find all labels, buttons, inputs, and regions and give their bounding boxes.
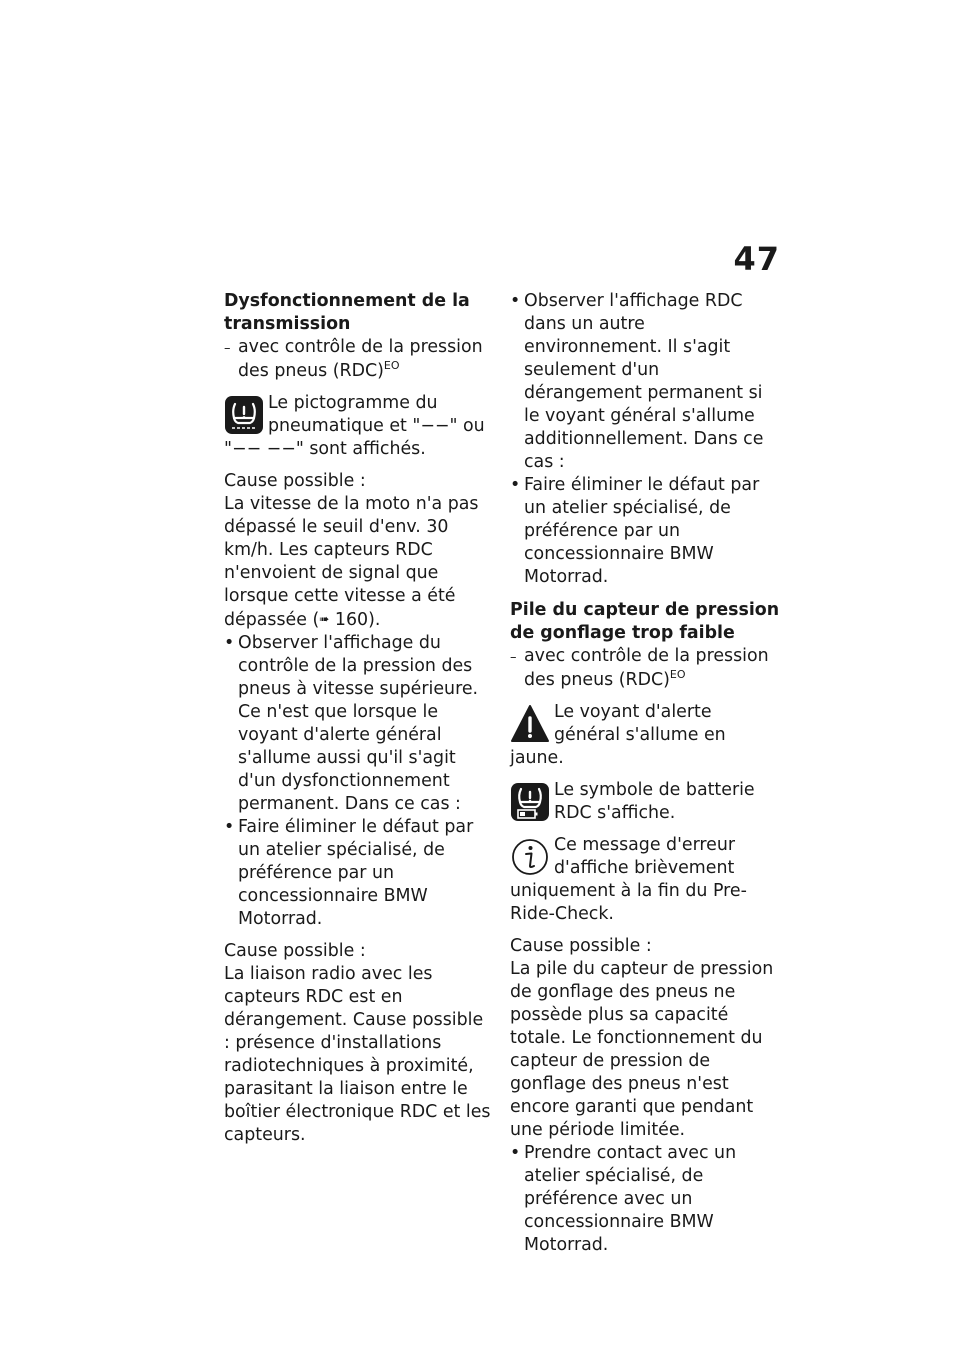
list-item: • Prendre contact avec un atelier spécialisé, de préférence avec un concessionnaire BMW Motorrad. — [510, 1142, 782, 1257]
section-heading: Dysfonctionnement de la transmission — [224, 291, 470, 334]
cause-label: Cause possible : — [510, 936, 652, 956]
battery-icon-block — [510, 779, 782, 825]
tire-icon-block — [224, 392, 492, 461]
section-heading: Pile du capteur de pression de gonflage trop faible — [510, 600, 780, 643]
info-icon — [510, 837, 550, 877]
warning-triangle-icon — [510, 704, 550, 744]
cause-text: La liaison radio avec les capteurs RDC est en dérangement. Cause possible : présence d'installations radiotechniques à proximité, parasitant la liaison entre le boîtier électronique RDC et les capteurs. — [224, 964, 491, 1145]
battery-icon-text: Le symbole de batterie RDC s'affiche. — [554, 780, 755, 823]
rdc-battery-icon — [510, 782, 550, 822]
list-item: • Faire éliminer le défaut par un atelier spécialisé, de préférence par un concessionnaire BMW Motorrad. — [510, 474, 782, 589]
tire-icon-text: Le pictogramme du pneumatique et "−−" ou "−− −−" sont affichés. — [224, 393, 485, 459]
page-ref-arrow-icon: ➠ — [319, 612, 330, 626]
info-icon-text: Ce message d'erreur d'affiche brièvement uniquement à la fin du Pre-Ride-Check. — [510, 835, 747, 924]
tire-pressure-icon — [224, 395, 264, 435]
cause-text: La pile du capteur de pression de gonflage des pneus ne possède plus sa capacité totale. Le fonctionnement du capteur de pression de gonflage des pneus n'est encore garanti que pendant une période limitée. — [510, 959, 774, 1140]
equipment-sup: EO — [383, 359, 400, 372]
condition-line: – avec contrôle de la pression des pneus (RDC)$^{EO}$ — [510, 645, 782, 692]
condition-line: – avec contrôle de la pression des pneus (RDC)$^{EO}$ — [224, 336, 492, 383]
info-icon-block — [510, 834, 782, 926]
page-number: 47 — [733, 240, 780, 278]
equipment-sup: EO — [669, 668, 686, 681]
page-ref-link[interactable]: 160 — [334, 610, 369, 630]
list-item: • Observer l'affichage du contrôle de la pression des pneus à vitesse supérieure. Ce n'est que lorsque le voyant d'alerte général s'allume aussi qu'il s'agit d'un dysfonctionnement permanent. Dans ce cas : — [224, 632, 492, 816]
cause-label: Cause possible : — [224, 471, 366, 491]
list-item: • Observer l'affichage RDC dans un autre environnement. Il s'agit seulement d'un dérangement permanent si le voyant général s'allume additionnellement. Dans ce cas : — [510, 290, 782, 474]
left-column — [224, 290, 492, 1147]
right-column — [510, 290, 782, 1257]
cause-label: Cause possible : — [224, 941, 366, 961]
list-item: • Faire éliminer le défaut par un atelier spécialisé, de préférence par un concessionnaire BMW Motorrad. — [224, 816, 492, 931]
warning-icon-block — [510, 701, 782, 770]
cause-text: La vitesse de la moto n'a pas dépassé le seuil d'env. 30 km/h. Les capteurs RDC n'envoient de signal que lorsque cette vitesse a été dépassée (➠ 160). — [224, 494, 479, 630]
warning-icon-text: Le voyant d'alerte général s'allume en jaune. — [510, 702, 726, 768]
